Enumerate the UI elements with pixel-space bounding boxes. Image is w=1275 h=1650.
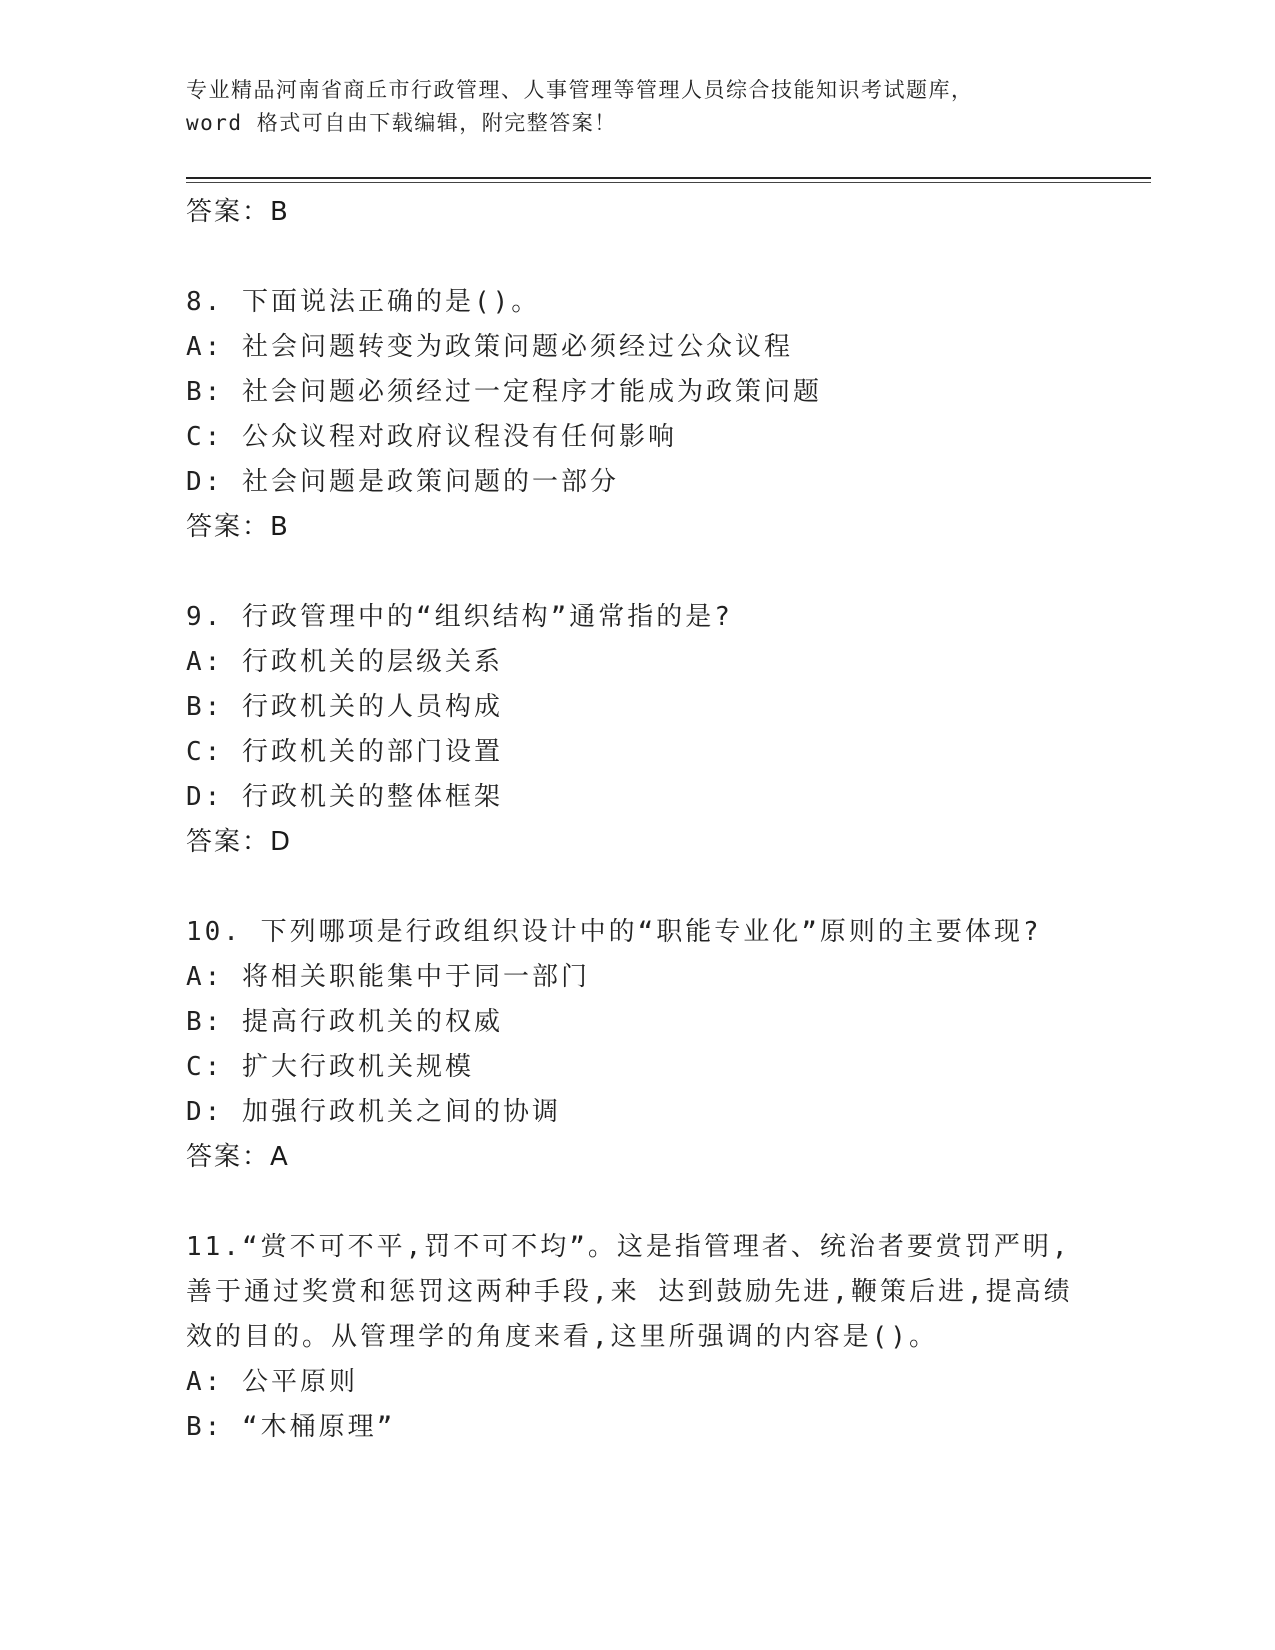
option-c: C: 公众议程对政府议程没有任何影响 xyxy=(186,422,677,452)
header-line-1: 专业精品河南省商丘市行政管理、人事管理等管理人员综合技能知识考试题库， xyxy=(186,78,974,102)
option-a: A: 社会问题转变为政策问题必须经过公众议程 xyxy=(186,332,793,362)
question-11 xyxy=(186,1225,1136,1450)
option-b: B: 提高行政机关的权威 xyxy=(186,1007,503,1037)
option-a: A: 行政机关的层级关系 xyxy=(186,647,503,677)
header-line-2: word 格式可自由下载编辑，附完整答案！ xyxy=(186,111,617,135)
option-d: D: 社会问题是政策问题的一部分 xyxy=(186,467,619,497)
answer-label: 答案：D xyxy=(186,827,293,857)
answer-label: 答案：B xyxy=(186,512,290,542)
question-title: 9. 行政管理中的“组织结构”通常指的是? xyxy=(186,602,733,632)
question-8 xyxy=(186,280,1136,550)
answer-label: 答案：A xyxy=(186,1142,290,1172)
option-a: A: 公平原则 xyxy=(186,1367,358,1397)
option-b: B: 社会问题必须经过一定程序才能成为政策问题 xyxy=(186,377,822,407)
option-d: D: 行政机关的整体框架 xyxy=(186,782,503,812)
option-b: B: 行政机关的人员构成 xyxy=(186,692,503,722)
option-b: B: “木桶原理” xyxy=(186,1412,396,1442)
option-a: A: 将相关职能集中于同一部门 xyxy=(186,962,590,992)
header-divider-thick xyxy=(186,177,1151,179)
answer-label: 答案：B xyxy=(186,197,290,227)
option-c: C: 行政机关的部门设置 xyxy=(186,737,503,767)
question-9 xyxy=(186,595,1136,865)
option-d: D: 加强行政机关之间的协调 xyxy=(186,1097,561,1127)
document-header xyxy=(186,74,1086,140)
question-title-line-3: 效的目的。从管理学的角度来看,这里所强调的内容是()。 xyxy=(186,1322,938,1352)
question-title: 10. 下列哪项是行政组织设计中的“职能专业化”原则的主要体现? xyxy=(186,917,1042,947)
option-c: C: 扩大行政机关规模 xyxy=(186,1052,474,1082)
question-title: 8. 下面说法正确的是()。 xyxy=(186,287,541,317)
question-10 xyxy=(186,910,1136,1180)
header-divider-thin xyxy=(186,182,1151,183)
question-title-line-2: 善于通过奖赏和惩罚这两种手段,来 达到鼓励先进,鞭策后进,提高绩 xyxy=(186,1277,1073,1307)
question-list xyxy=(186,190,1136,1450)
question-title-line-1: 11.“赏不可不平,罚不可不均”。这是指管理者、统治者要赏罚严明, xyxy=(186,1232,1071,1262)
